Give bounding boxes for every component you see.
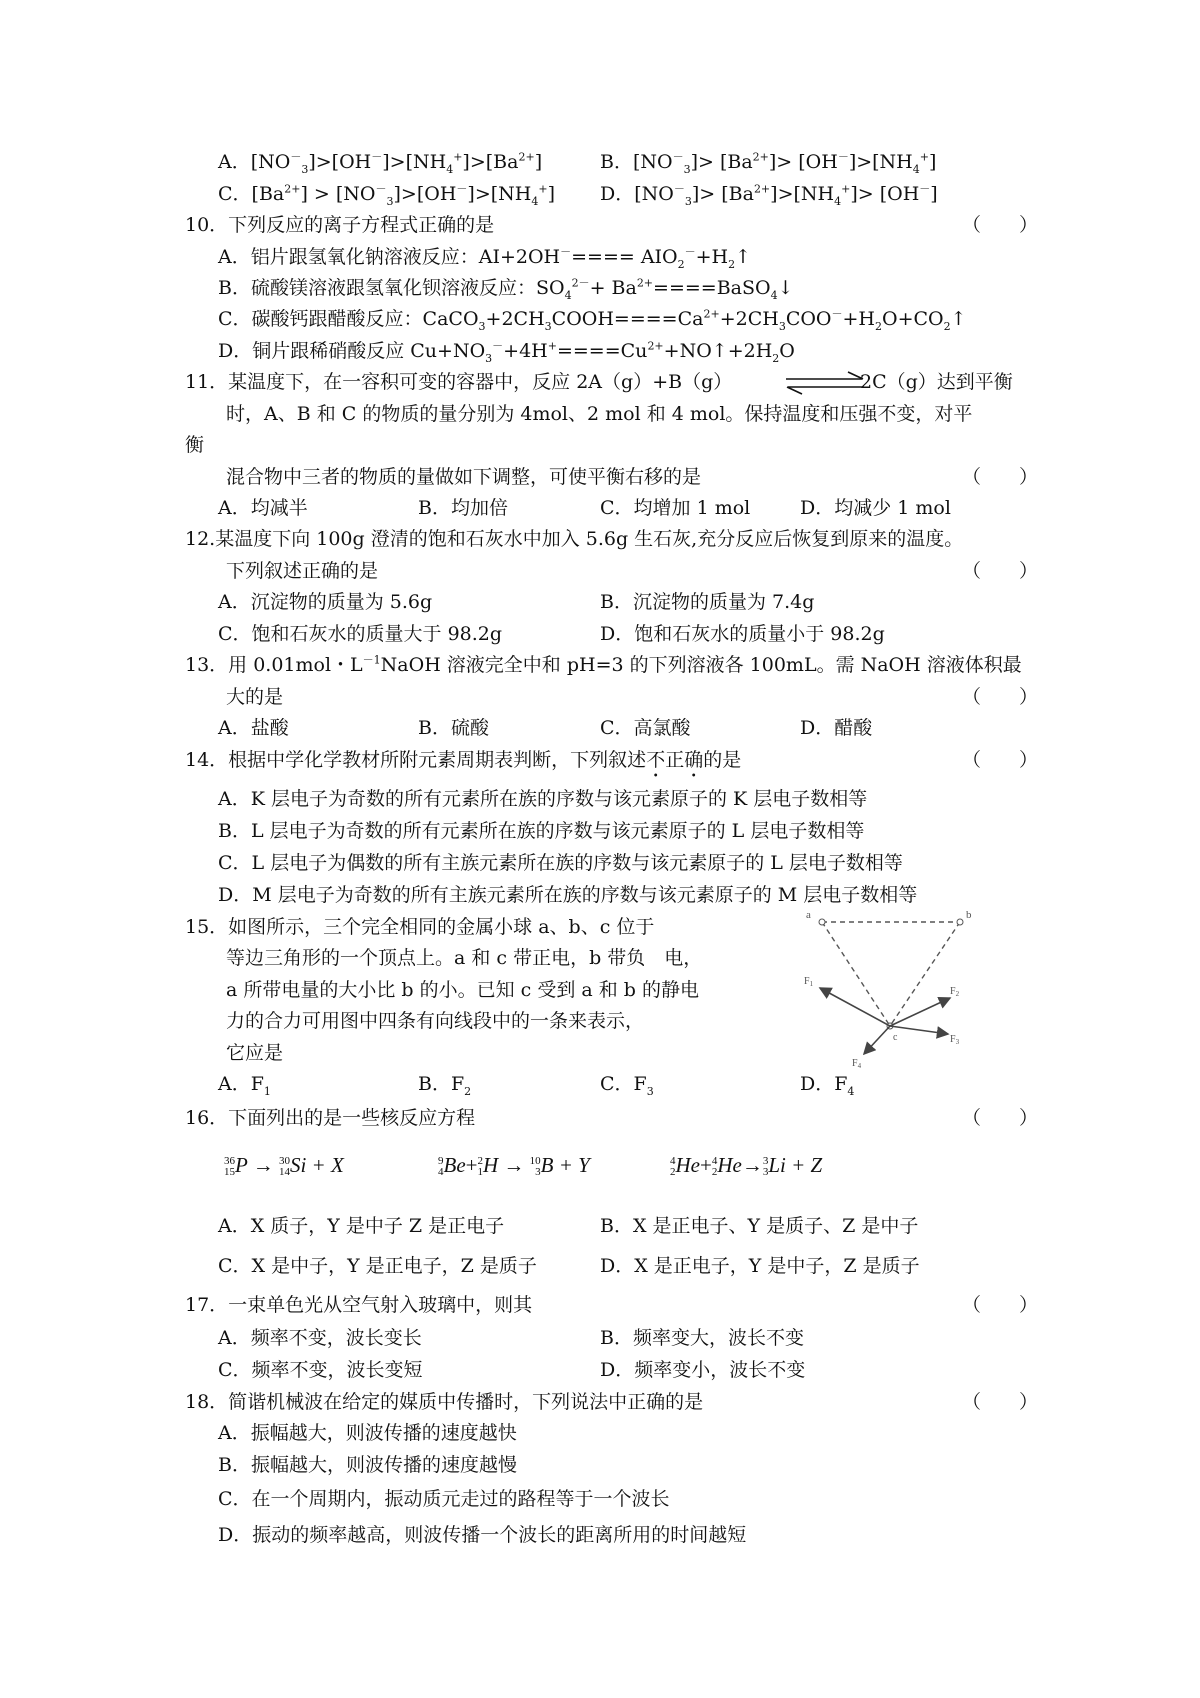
q13-option-b: B．硫酸 (418, 717, 489, 739)
label-a: a (806, 909, 811, 921)
label-f2: $F_2$ (950, 986, 960, 998)
q13-line-1: 13．用 0.01mol・$L^{-1}NaOH$ 溶液完全中和 pH=3 的下列溶液各 100mL。需 NaOH 溶液体积最 (185, 653, 1022, 676)
q18-stem: 18．简谐机械波在给定的媒质中传播时，下列说法中正确的是 (185, 1391, 704, 1413)
q16-option-b: B．X 是正电子、Y 是质子、Z 是中子 (600, 1215, 919, 1237)
q16-answer-bracket: （ ） (962, 1107, 1039, 1129)
q10-option-c: C．碳酸钙跟醋酸反应：$CaCO_3+2CH_3COOH====Ca^{2+}+2CH_3COO^-+H_2O+CO_2↑$ (218, 307, 967, 333)
force-arrow-f4 (864, 1026, 890, 1054)
q14-option-c: C．L 层电子为偶数的所有主族元素所在族的序数与该元素原子的 L 层电子数相等 (218, 852, 903, 874)
label-b: b (966, 909, 972, 921)
emphasis-dot-text: 确 (684, 749, 704, 771)
ball-b (957, 919, 963, 925)
q15-line-4: 力的合力可用图中四条有向线段中的一条来表示， (226, 1010, 645, 1032)
triangle-side-ac (822, 922, 890, 1026)
q12-line-1: 12.某温度下向 100g 澄清的饱和石灰水中加入 5.6g 生石灰,充分反应后恢复到原来的温度。 (185, 528, 964, 550)
q13-option-d: D．醋酸 (800, 717, 873, 739)
q17-stem: 17．一束单色光从空气射入玻璃中，则其 (185, 1294, 533, 1316)
q9-option-c: C．$[Ba^{2+}] > [NO^-_3]>[OH^-]>[NH_4^+]$ (218, 182, 555, 208)
q17-option-b: B．频率变大，波长不变 (600, 1327, 804, 1349)
q16-option-c: C．X 是中子，Y 是正电子，Z 是质子 (218, 1255, 537, 1277)
q11-line-3: 衡 (185, 434, 205, 456)
q12-option-c: C．饱和石灰水的质量大于 98.2g (218, 623, 503, 645)
q9-option-a: A．$[NO^-_3]>[OH^-]>[NH_4^+]>[Ba^{2+}]$ (218, 150, 543, 176)
emphasis-dot-text: 不 (646, 749, 666, 771)
q10-option-b: B．硫酸镁溶液跟氢氧化钡溶液反应：$SO_4^{2-}+$ $Ba^{2+}====BaSO_4↓$ (218, 276, 794, 302)
q18-option-a: A．振幅越大，则波传播的速度越快 (218, 1422, 517, 1444)
q13-option-a: A．盐酸 (218, 717, 289, 739)
q12-option-a: A．沉淀物的质量为 5.6g (218, 591, 433, 613)
charge-triangle-figure (800, 908, 990, 1070)
q10-option-d: D．铜片跟稀硝酸反应 $Cu+NO_3^-+4H^+====Cu^{2+}+NO↑+2H_2O$ (218, 339, 795, 365)
label-f3: $F_3$ (950, 1034, 960, 1046)
q14-answer-bracket: （ ） (962, 749, 1039, 771)
q14-stem: 14．根据中学化学教材所附元素周期表判断，下列叙述不正确的是 (185, 749, 742, 771)
q9-option-d: D．$[NO^-_3]> [Ba^{2+}]>[NH_4^+]> [OH^-]$ (600, 182, 938, 208)
q11-answer-bracket: （ ） (962, 466, 1039, 488)
nuclear-equation-1: 36 15P → 30 14Si + X (224, 1153, 344, 1179)
q11-line-1: 11．某温度下，在一容积可变的容器中，反应 2A（g）+B（g） (185, 371, 733, 393)
q18-option-c: C．在一个周期内，振动质元走过的路程等于一个波长 (218, 1488, 670, 1510)
q12-option-d: D．饱和石灰水的质量小于 98.2g (600, 623, 885, 645)
q18-answer-bracket: （ ） (962, 1391, 1039, 1413)
q14-option-a: A．K 层电子为奇数的所有元素所在族的序数与该元素原子的 K 层电子数相等 (218, 788, 868, 810)
force-arrow-f3 (890, 1026, 948, 1034)
q11-option-b: B．均加倍 (418, 497, 508, 519)
q17-option-d: D．频率变小，波长不变 (600, 1359, 806, 1381)
q13-option-c: C．高氯酸 (600, 717, 691, 739)
q14-option-d: D．M 层电子为奇数的所有主族元素所在族的序数与该元素原子的 M 层电子数相等 (218, 884, 918, 906)
q12-answer-bracket: （ ） (962, 560, 1039, 582)
q12-line-2: 下列叙述正确的是 (226, 560, 379, 582)
q13-line-2: 大的是 (226, 686, 284, 708)
equilibrium-arrow-icon (784, 370, 866, 396)
q17-option-a: A．频率不变，波长变长 (218, 1327, 422, 1349)
q11-line-4: 混合物中三者的物质的量做如下调整，可使平衡右移的是 (226, 466, 702, 488)
q17-answer-bracket: （ ） (962, 1294, 1039, 1316)
q15-option-d: D．$F_4$ (800, 1073, 855, 1098)
q10-stem: 10．下列反应的离子方程式正确的是 (185, 214, 495, 236)
label-f1: $F_1$ (804, 976, 814, 988)
q13-answer-bracket: （ ） (962, 686, 1039, 708)
force-arrow-f1 (820, 988, 890, 1026)
nuclear-equation-3: 4 2He+4 2He→3 3Li + Z (670, 1153, 823, 1179)
q11-option-d: D．均减少 1 mol (800, 497, 951, 519)
q16-option-d: D．X 是正电子，Y 是中子，Z 是质子 (600, 1255, 920, 1277)
ball-a (819, 919, 825, 925)
q15-option-c: C．$F_3$ (600, 1073, 654, 1098)
q10-option-a: A．铝片跟氢氧化钠溶液反应：$AI+2OH^-==== AIO_2^-+H_2↑$ (218, 245, 752, 271)
q12-option-b: B．沉淀物的质量为 7.4g (600, 591, 815, 613)
q16-stem: 16．下面列出的是一些核反应方程 (185, 1107, 476, 1129)
q15-option-b: B．$F_2$ (418, 1073, 472, 1098)
q15-line-5: 它应是 (226, 1042, 284, 1064)
q11-option-a: A．均减半 (218, 497, 308, 519)
q15-option-a: A．$F_1$ (218, 1073, 271, 1098)
q11-line-1-end: 2C（g）达到平衡 (860, 371, 1013, 393)
q16-option-a: A．X 质子，Y 是中子 Z 是正电子 (218, 1215, 505, 1237)
nuclear-equation-2: 9 4Be+2 1H → 10 3B + Y (438, 1153, 590, 1179)
q18-option-d: D．振动的频率越高，则波传播一个波长的距离所用的时间越短 (218, 1524, 747, 1546)
q15-line-1: 15．如图所示，三个完全相同的金属小球 a、b、c 位于 (185, 916, 655, 938)
label-f4: $F_4$ (852, 1058, 862, 1070)
q11-line-2: 时，A、B 和 C 的物质的量分别为 4mol、2 mol 和 4 mol。保持温度和压强不变，对平 (226, 403, 973, 425)
q9-option-b: B．$[NO^-_3]> [Ba^{2+}]> [OH^-]>[NH_4^+]$ (600, 150, 937, 176)
label-c: c (893, 1032, 898, 1043)
q15-line-3: a 所带电量的大小比 b 的小。已知 c 受到 a 和 b 的静电 (226, 979, 699, 1001)
q17-option-c: C．频率不变，波长变短 (218, 1359, 423, 1381)
q10-answer-bracket: （ ） (962, 214, 1039, 236)
q14-option-b: B．L 层电子为奇数的所有元素所在族的序数与该元素原子的 L 层电子数相等 (218, 820, 865, 842)
q18-option-b: B．振幅越大，则波传播的速度越慢 (218, 1454, 517, 1476)
q11-option-c: C．均增加 1 mol (600, 497, 751, 519)
q15-line-2: 等边三角形的一个顶点上。a 和 c 带正电，b 带负 电， (226, 947, 703, 969)
